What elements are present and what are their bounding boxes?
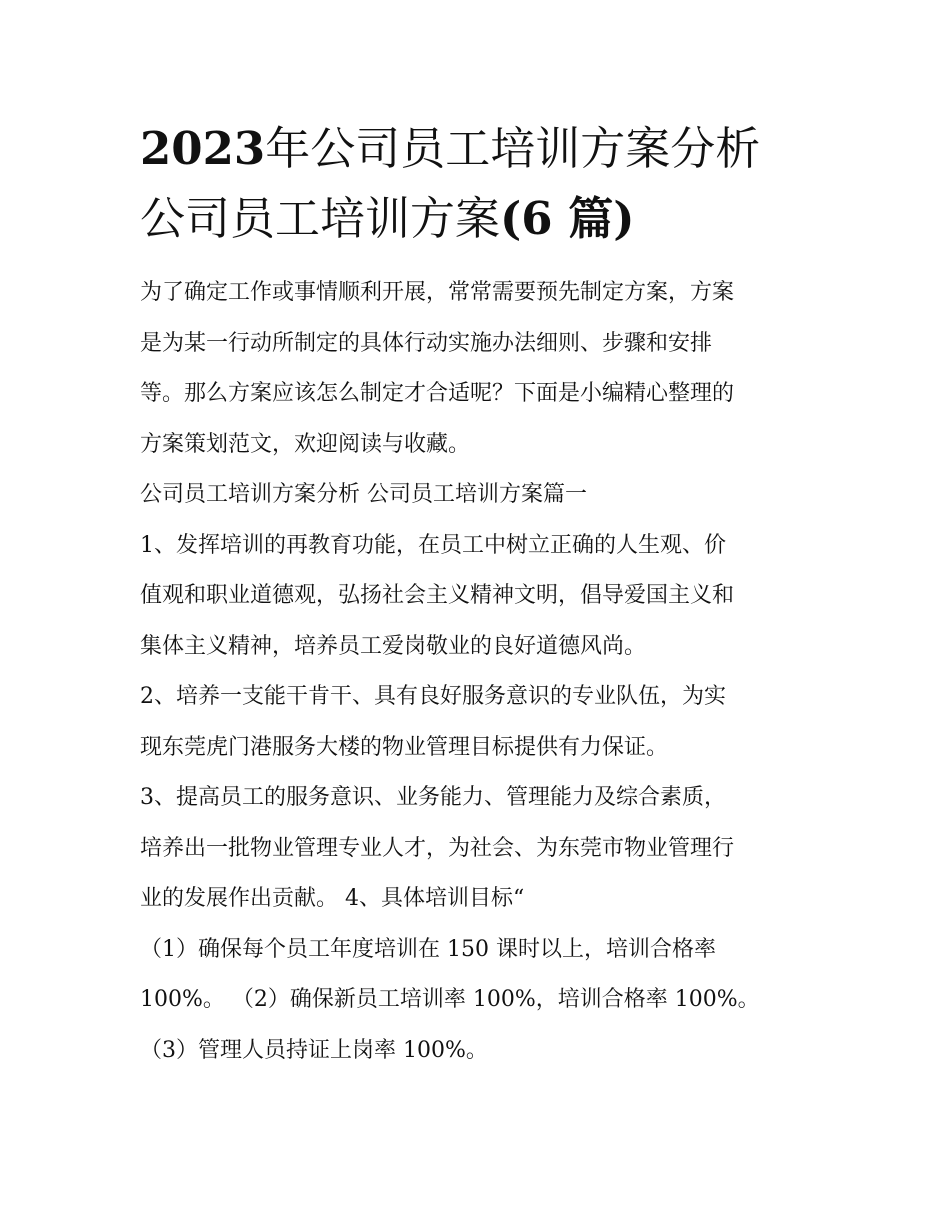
text-line: 现东莞虎门港服务大楼的物业管理目标提供有力保证。 bbox=[140, 734, 669, 760]
text-line: 1、发挥培训的再教育功能，在员工中树立正确的人生观、价 bbox=[140, 532, 726, 558]
text-line: 100%。 （2）确保新员工培训率 100%，培训合格率 100%。 bbox=[140, 987, 760, 1012]
title-line-1-text: 年公司员工培训方案分析 bbox=[265, 122, 761, 175]
text-line: 是为某一行动所制定的具体行动实施办法细则、步骤和安排 bbox=[140, 330, 713, 356]
document-body bbox=[140, 268, 820, 1076]
text-line: （1）确保每个员工年度培训在 150 课时以上，培训合格率 bbox=[140, 936, 716, 962]
document-title bbox=[140, 114, 820, 254]
text-line: 培养出一批物业管理专业人才，为社会、为东莞市物业管理行 bbox=[140, 835, 735, 861]
paragraph-item-3 bbox=[140, 773, 820, 1076]
title-year: 2023 bbox=[140, 122, 266, 175]
text-line: 方案策划范文，欢迎阅读与收藏。 bbox=[140, 431, 471, 457]
text-line: （3）管理人员持证上岗率 100%。 bbox=[140, 1037, 488, 1063]
text-line: 3、提高员工的服务意识、业务能力、管理能力及综合素质， bbox=[140, 785, 726, 810]
text-line: 集体主义精神，培养员工爱岗敬业的良好道德风尚。 bbox=[140, 633, 647, 659]
title-line-2 bbox=[140, 184, 820, 254]
text-line: 等。那么方案应该怎么制定才合适呢？下面是小编精心整理的 bbox=[140, 381, 735, 406]
section-heading bbox=[140, 470, 820, 521]
title-line-2-text: 公司员工培训方案 bbox=[140, 192, 501, 245]
text-line: 业的发展作出贡献。 4、具体培训目标“ bbox=[140, 886, 525, 911]
paragraph-intro bbox=[140, 268, 820, 470]
title-count: (6 篇) bbox=[500, 192, 635, 245]
title-line-1 bbox=[140, 114, 820, 184]
document-content bbox=[140, 114, 820, 1076]
paragraph-item-2 bbox=[140, 672, 820, 773]
text-line: 为了确定工作或事情顺利开展，常常需要预先制定方案，方案 bbox=[140, 280, 735, 305]
paragraph-item-1 bbox=[140, 521, 820, 673]
text-line: 2、培养一支能干肯干、具有良好服务意识的专业队伍，为实 bbox=[140, 684, 726, 709]
text-line: 公司员工培训方案分析 公司员工培训方案篇一 bbox=[140, 482, 587, 507]
text-line: 值观和职业道德观，弘扬社会主义精神文明，倡导爱国主义和 bbox=[140, 583, 735, 608]
